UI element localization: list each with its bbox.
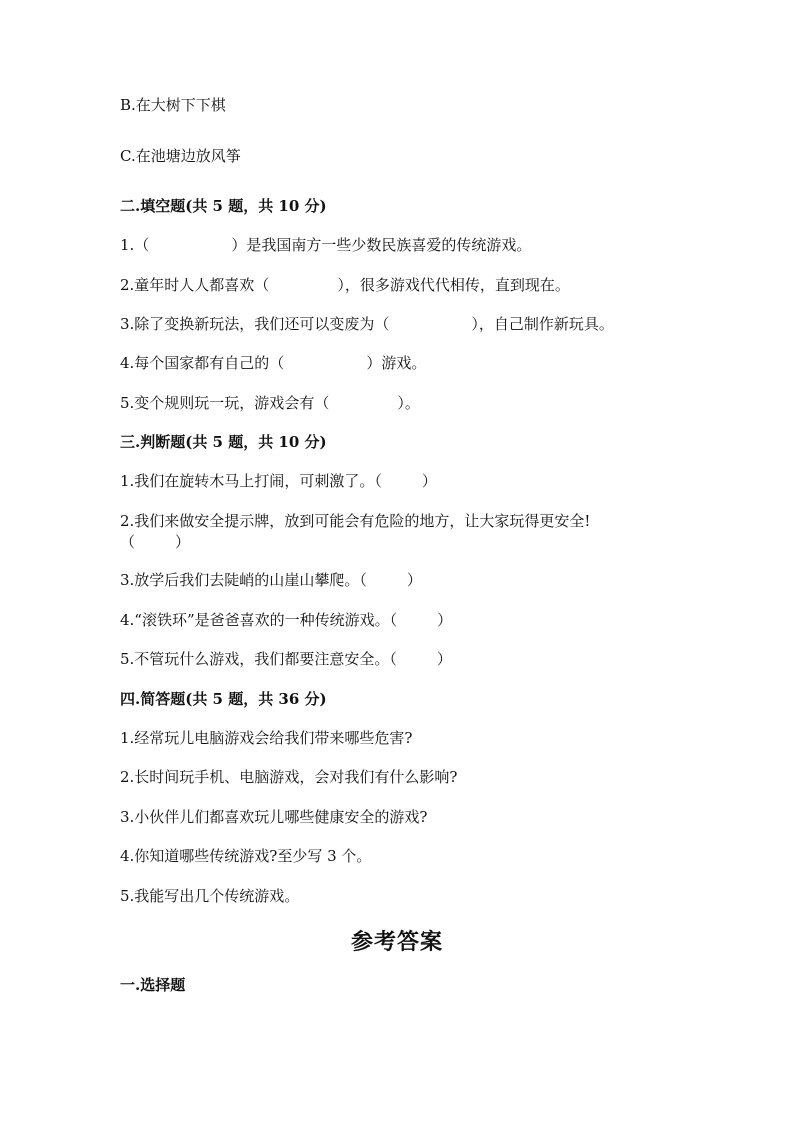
true-false-item-4: 4.“滚铁环”是爸爸喜欢的一种传统游戏。（ ） xyxy=(120,611,453,629)
choice-option-b: B.在大树下下棋 xyxy=(120,96,226,114)
answers-title: 参考答案 xyxy=(350,929,443,955)
true-false-item-1: 1.我们在旋转木马上打闹，可刺激了。（ ） xyxy=(120,472,437,490)
fill-blank-item-1: 1.（ ）是我国南方一些少数民族喜爱的传统游戏。 xyxy=(120,236,532,254)
true-false-item-3: 3.放学后我们去陡峭的山崖山攀爬。（ ） xyxy=(120,571,422,589)
fill-blank-item-5: 5.变个规则玩一玩，游戏会有（ ）。 xyxy=(120,394,420,412)
fill-blank-heading: 二.填空题(共 5 题，共 10 分) xyxy=(120,197,327,215)
fill-blank-item-2: 2.童年时人人都喜欢（ ），很多游戏代代相传，直到现在。 xyxy=(120,276,570,294)
true-false-item-5: 5.不管玩什么游戏，我们都要注意安全。（ ） xyxy=(120,650,452,668)
true-false-item-2-bracket: （ ） xyxy=(120,533,191,551)
true-false-item-2: 2.我们来做安全提示牌，放到可能会有危险的地方，让大家玩得更安全! xyxy=(120,512,591,530)
choice-option-c: C.在池塘边放风筝 xyxy=(120,147,241,165)
true-false-heading: 三.判断题(共 5 题，共 10 分) xyxy=(120,433,327,451)
short-answer-item-2: 2.长时间玩手机、电脑游戏，会对我们有什么影响? xyxy=(120,768,458,786)
fill-blank-item-3: 3.除了变换新玩法，我们还可以变废为（ ），自己制作新玩具。 xyxy=(120,315,614,333)
short-answer-item-4: 4.你知道哪些传统游戏?至少写 3 个。 xyxy=(120,847,372,865)
short-answer-heading: 四.简答题(共 5 题，共 36 分) xyxy=(120,690,327,708)
short-answer-item-5: 5.我能写出几个传统游戏。 xyxy=(120,887,300,905)
short-answer-item-3: 3.小伙伴儿们都喜欢玩儿哪些健康安全的游戏? xyxy=(120,808,428,826)
fill-blank-item-4: 4.每个国家都有自己的（ ）游戏。 xyxy=(120,354,427,372)
short-answer-item-1: 1.经常玩儿电脑游戏会给我们带来哪些危害? xyxy=(120,729,413,747)
answers-choice-heading: 一.选择题 xyxy=(120,976,186,994)
